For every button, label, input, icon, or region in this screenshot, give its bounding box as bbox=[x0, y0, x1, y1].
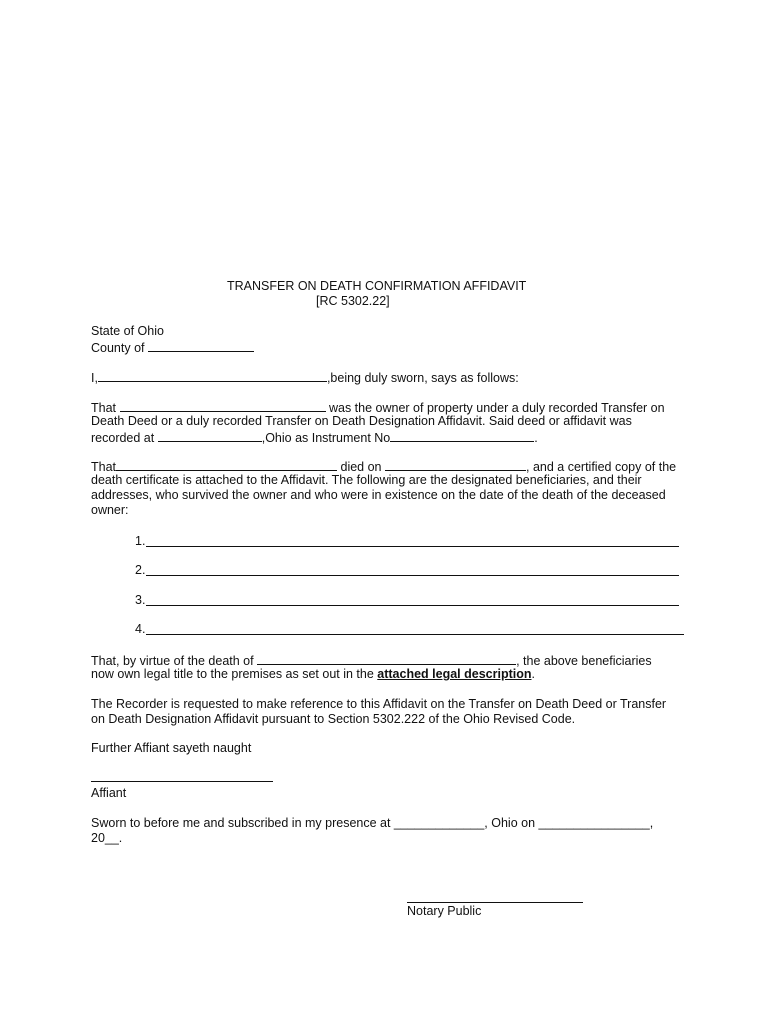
para2-that: That bbox=[91, 460, 117, 474]
beneficiary-number-1: 1. bbox=[135, 534, 146, 548]
death-date-blank[interactable] bbox=[385, 458, 526, 471]
para1-that: That bbox=[91, 401, 117, 415]
para3-line2 bbox=[91, 667, 535, 682]
para1-period: . bbox=[534, 431, 538, 445]
para2-line3: addresses, who survived the owner and who were in existence on the date of the death of the deceased bbox=[91, 488, 666, 502]
decedent-blank[interactable] bbox=[257, 652, 516, 665]
county-line bbox=[91, 339, 254, 356]
para2-line2: death certificate is attached to the Affidavit. The following are the designated beneficiaries, and their bbox=[91, 473, 642, 487]
beneficiary-line-4[interactable] bbox=[146, 634, 684, 635]
para1-line1-rest: was the owner of property under a duly recorded Transfer on bbox=[328, 401, 665, 415]
county-blank[interactable] bbox=[148, 339, 254, 352]
notary-public-label: Notary Public bbox=[407, 904, 482, 918]
beneficiary-number-3: 3. bbox=[135, 593, 146, 607]
county-label: County of bbox=[91, 341, 145, 355]
instrument-no-blank[interactable] bbox=[390, 429, 534, 442]
attached-legal-description: attached legal description bbox=[377, 667, 532, 681]
owner-name-blank[interactable] bbox=[120, 399, 326, 412]
sworn-line bbox=[91, 369, 519, 386]
para2-line1-rest: , and a certified copy of the bbox=[526, 460, 677, 474]
sworn-suffix: ,being duly sworn, says as follows: bbox=[326, 371, 519, 385]
died-on-label: died on bbox=[340, 460, 382, 474]
beneficiary-line-3[interactable] bbox=[146, 605, 679, 606]
recorded-at-blank[interactable] bbox=[158, 429, 262, 442]
notary-line2: 20__. bbox=[91, 831, 123, 845]
notary-line1: Sworn to before me and subscribed in my presence at _____________, Ohio on ________________, bbox=[91, 816, 654, 830]
notary-signature-line[interactable] bbox=[407, 902, 583, 903]
para4-line1: The Recorder is requested to make reference to this Affidavit on the Transfer on Death Deed or Transfer bbox=[91, 697, 667, 711]
instrument-label: ,Ohio as Instrument No bbox=[261, 431, 391, 445]
para1-line3 bbox=[91, 429, 538, 446]
para3-prefix: That, by virtue of the death of bbox=[91, 654, 254, 668]
para3-period: . bbox=[531, 667, 535, 681]
para3-line1-rest: , the above beneficiaries bbox=[516, 654, 652, 668]
further-affiant-text: Further Affiant sayeth naught bbox=[91, 741, 252, 755]
affiant-name-blank[interactable] bbox=[98, 369, 327, 382]
para2-line4: owner: bbox=[91, 503, 129, 517]
state-label: State of Ohio bbox=[91, 324, 164, 338]
beneficiary-number-2: 2. bbox=[135, 563, 146, 577]
beneficiary-line-2[interactable] bbox=[146, 575, 679, 576]
recorded-at-label: recorded at bbox=[91, 431, 155, 445]
statute-citation: [RC 5302.22] bbox=[316, 294, 390, 308]
sworn-prefix: I, bbox=[91, 371, 98, 385]
affiant-label: Affiant bbox=[91, 786, 127, 800]
document-title: TRANSFER ON DEATH CONFIRMATION AFFIDAVIT bbox=[227, 279, 527, 293]
deceased-name-blank[interactable] bbox=[116, 458, 337, 471]
beneficiary-number-4: 4. bbox=[135, 622, 146, 636]
para3-line2-text: now own legal title to the premises as set out in the bbox=[91, 667, 374, 681]
para1-line2: Death Deed or a duly recorded Transfer on Death Designation Affidavit. Said deed or affidavit was bbox=[91, 414, 632, 428]
beneficiary-line-1[interactable] bbox=[146, 546, 679, 547]
affiant-signature-line[interactable] bbox=[91, 781, 273, 782]
para4-line2: on Death Designation Affidavit pursuant to Section 5302.222 of the Ohio Revised Code. bbox=[91, 712, 576, 726]
